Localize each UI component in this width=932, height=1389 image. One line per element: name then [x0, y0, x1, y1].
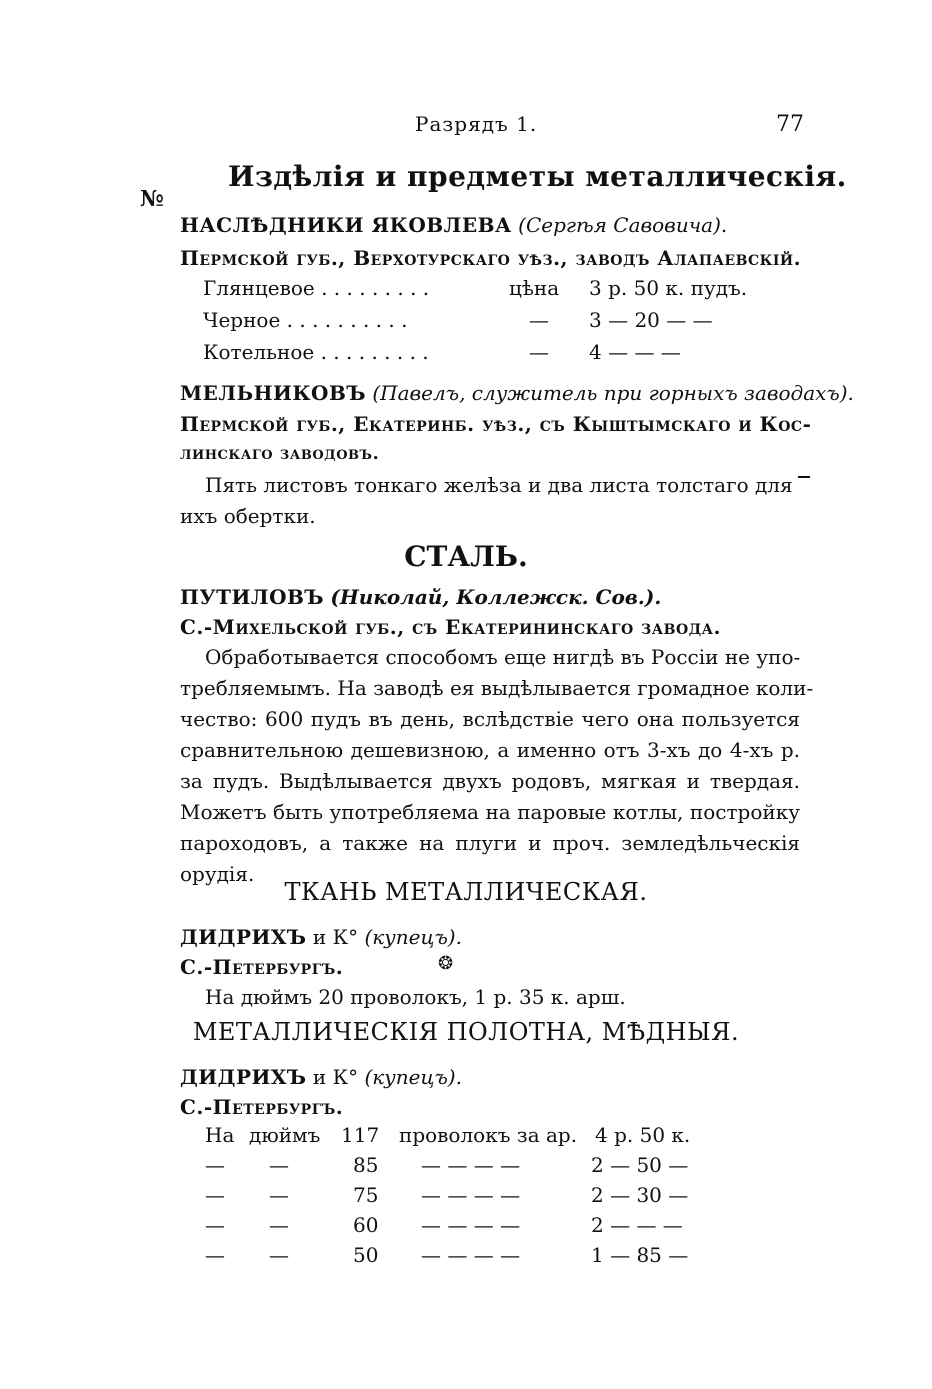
- stamp-icon: ❂: [438, 953, 454, 974]
- entry1-note: (Сергѣя Савовича).: [518, 213, 728, 237]
- price-col: —: [529, 308, 549, 332]
- section-header: Разрядъ 1.: [415, 112, 538, 136]
- wire-b: —: [269, 1183, 289, 1207]
- wire-b: —: [269, 1153, 289, 1177]
- entry3-location: С.-Михельской губ., съ Екатерининскаго завода.: [180, 615, 722, 639]
- price-item: Котельное . . . . . . . . .: [203, 340, 429, 364]
- entry3-text: пароходовъ, а также на плуги и проч. земледѣльческія: [180, 831, 800, 855]
- wire-a: —: [205, 1213, 225, 1237]
- wire-count: 50: [353, 1243, 379, 1267]
- price-val: 3 — 20 — —: [589, 308, 713, 332]
- wire-price: 2 — 50 —: [591, 1153, 689, 1177]
- entry2-text: Пять листовъ тонкаго желѣза и два листа толстаго для: [205, 473, 793, 497]
- wire-price: 2 — 30 —: [591, 1183, 689, 1207]
- wire-b: —: [269, 1243, 289, 1267]
- wire-count: 117: [341, 1123, 380, 1147]
- entry3-text: Можетъ быть употребляема на паровые котлы, постройку: [180, 800, 800, 824]
- wire-mid: проволокъ за ар.: [399, 1123, 578, 1147]
- wire-count: 60: [353, 1213, 379, 1237]
- entry3-text: за пудъ. Выдѣлывается двухъ родовъ, мягкая и твердая.: [180, 769, 800, 793]
- entry3-title: [180, 582, 661, 612]
- wire-count: 85: [353, 1153, 379, 1177]
- entry3-text: орудія.: [180, 862, 255, 886]
- wire-price: 4 р. 50 к.: [595, 1123, 691, 1147]
- wire-price: 2 — — —: [591, 1213, 683, 1237]
- wire-mid: — — — —: [421, 1243, 521, 1267]
- wire-count: 75: [353, 1183, 379, 1207]
- entry5-name-rest: и К°: [312, 1065, 359, 1089]
- entry5-location: С.-Петербургъ.: [180, 1095, 344, 1119]
- price-col: цѣна: [509, 276, 560, 300]
- entry1-name: НАСЛѢДНИКИ ЯКОВЛЕВА: [180, 213, 512, 237]
- price-val: 3 р. 50 к. пудъ.: [589, 276, 748, 300]
- page-number: 77: [776, 112, 804, 137]
- entry5-note: (купецъ).: [364, 1065, 462, 1089]
- wire-a: —: [205, 1243, 225, 1267]
- cloth-heading: МЕТАЛЛИЧЕСКІЯ ПОЛОТНА, МѢДНЫЯ.: [192, 1018, 740, 1046]
- fabric-heading: ТКАНЬ МЕТАЛЛИЧЕСКАЯ.: [284, 878, 648, 906]
- entry2-note: (Павелъ, служитель при горныхъ заводахъ).: [372, 381, 854, 405]
- entry3-text: сравнительною дешевизною, а именно отъ 3-хъ до 4-хъ р.: [180, 738, 800, 762]
- entry3-text: требляемымъ. На заводѣ ея выдѣлывается громадное коли-: [180, 676, 814, 700]
- entry2-name: МЕЛЬНИКОВЪ: [180, 381, 367, 405]
- price-item: Черное . . . . . . . . . .: [203, 308, 408, 332]
- entry4-name-rest: и К°: [312, 925, 359, 949]
- entry2-location: Пермской губ., Екатеринб. уѣз., съ Кыштымскаго и Кос-: [180, 412, 812, 436]
- number-sign: №: [140, 186, 164, 212]
- steel-heading: СТАЛЬ.: [404, 540, 528, 573]
- wire-b: —: [269, 1213, 289, 1237]
- wire-mid: — — — —: [421, 1183, 521, 1207]
- entry2-title: [180, 378, 854, 408]
- price-val: 4 — — —: [589, 340, 681, 364]
- entry3-note: (Николай, Коллежск. Сов.).: [330, 585, 662, 609]
- entry4-name: ДИДРИХЪ: [180, 925, 307, 949]
- entry3-text: Обработывается способомъ еще нигдѣ въ Россіи не упо-: [205, 645, 801, 669]
- entry5-title: [180, 1062, 462, 1092]
- entry2-location: линскаго заводовъ.: [180, 443, 380, 464]
- wire-mid: — — — —: [421, 1153, 521, 1177]
- wire-a: —: [205, 1153, 225, 1177]
- wire-b: дюймъ: [249, 1123, 321, 1147]
- entry5-name: ДИДРИХЪ: [180, 1065, 307, 1089]
- wire-a: —: [205, 1183, 225, 1207]
- margin-mark: [798, 476, 810, 478]
- entry4-title: [180, 922, 462, 952]
- entry4-location: С.-Петербургъ.: [180, 955, 344, 979]
- wire-a: На: [205, 1123, 235, 1147]
- entry1-location: Пермской губ., Верхотурскаго уѣз., заводъ Алапаевскій.: [180, 246, 802, 270]
- wire-mid: — — — —: [421, 1213, 521, 1237]
- wire-price: 1 — 85 —: [591, 1243, 689, 1267]
- entry3-text: чество: 600 пудъ въ день, вслѣдствіе чего она пользуется: [180, 707, 800, 731]
- entry4-text: На дюймъ 20 проволокъ, 1 р. 35 к. арш.: [205, 985, 626, 1009]
- entry3-name: ПУТИЛОВЪ: [180, 585, 325, 609]
- entry2-text: ихъ обертки.: [180, 504, 316, 528]
- price-item: Глянцевое . . . . . . . . .: [203, 276, 430, 300]
- entry4-note: (купецъ).: [364, 925, 462, 949]
- entry1-title: [180, 210, 727, 240]
- main-heading: Издѣлія и предметы металлическія.: [228, 160, 847, 193]
- price-col: —: [529, 340, 549, 364]
